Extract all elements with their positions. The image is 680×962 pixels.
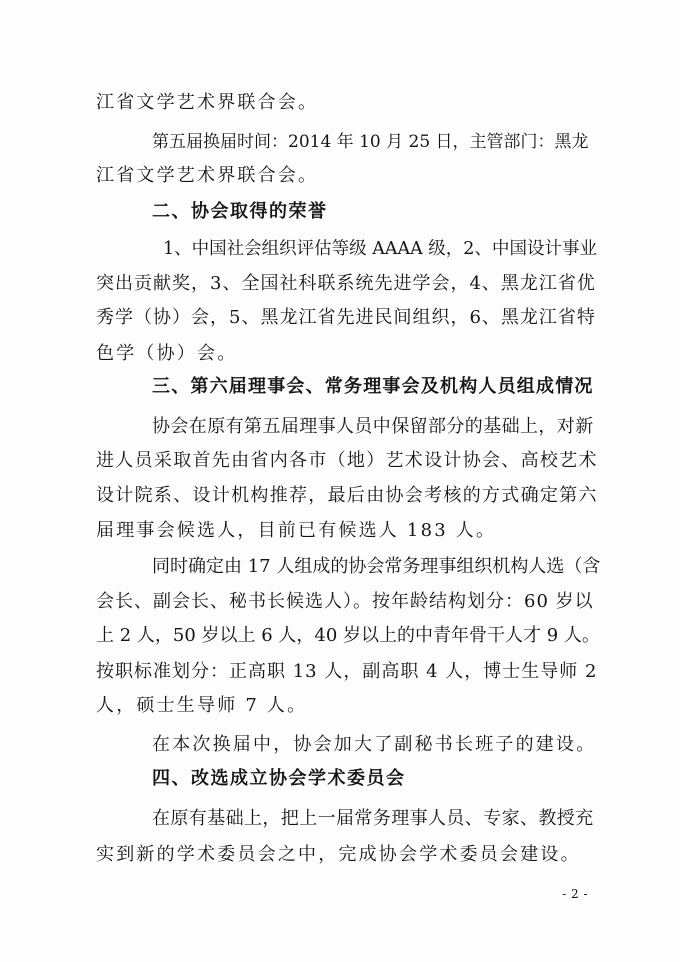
text-line: 突出贡献奖，3、全国社科联系统先进学会，4、黑龙江省优 <box>96 273 596 294</box>
text-line: 按职标准划分：正高职 13 人，副高职 4 人，博士生导师 2 <box>96 661 598 682</box>
text-line: 设计院系、设计机构推荐，最后由协会考核的方式确定第六 <box>96 485 598 506</box>
text-line: 在原有基础上，把上一届常务理事人员、专家、教授充 <box>152 808 594 829</box>
text-line: 在本次换届中，协会加大了副秘书长班子的建设。 <box>152 734 597 755</box>
text-line: 会长、副会长、秘书长候选人）。按年龄结构划分：60 岁以 <box>96 591 594 612</box>
text-line: 1、中国社会组织评估等级 AAAA 级，2、中国设计事业 <box>163 239 597 259</box>
text-line: 江省文学艺术界联合会。 <box>96 165 319 186</box>
text-line: 进人员采取首先由省内各市（地）艺术设计协会、高校艺术 <box>96 450 598 471</box>
text-line: 色学（协）会。 <box>96 343 238 364</box>
text-line: 届理事会候选人，目前已有候选人 183 人。 <box>96 520 497 541</box>
text-line: 秀学（协）会，5、黑龙江省先进民间组织，6、黑龙江省特 <box>96 307 596 328</box>
text-line: 同时确定由 17 人组成的协会常务理事组织机构人选（含 <box>152 556 601 577</box>
text-line: 协会在原有第五届理事人员中保留部分的基础上，对新 <box>152 416 594 437</box>
section-heading: 三、第六届理事会、常务理事会及机构人员组成情况 <box>152 376 594 397</box>
section-heading: 四、改选成立协会学术委员会 <box>152 768 406 789</box>
text-line: 实到新的学术委员会之中，完成协会学术委员会建设。 <box>96 844 581 865</box>
page-number: - 2 - <box>562 887 588 901</box>
text-line: 江省文学艺术界联合会。 <box>96 92 319 113</box>
text-line: 上 2 人，50 岁以上 6 人，40 岁以上的中青年骨干人才 9 人。 <box>96 625 600 646</box>
text-line: 第五届换届时间：2014 年 10 月 25 日，主管部门：黑龙 <box>152 132 589 152</box>
section-heading: 二、协会取得的荣誉 <box>152 201 328 222</box>
text-line: 人，硕士生导师 7 人。 <box>96 695 308 716</box>
